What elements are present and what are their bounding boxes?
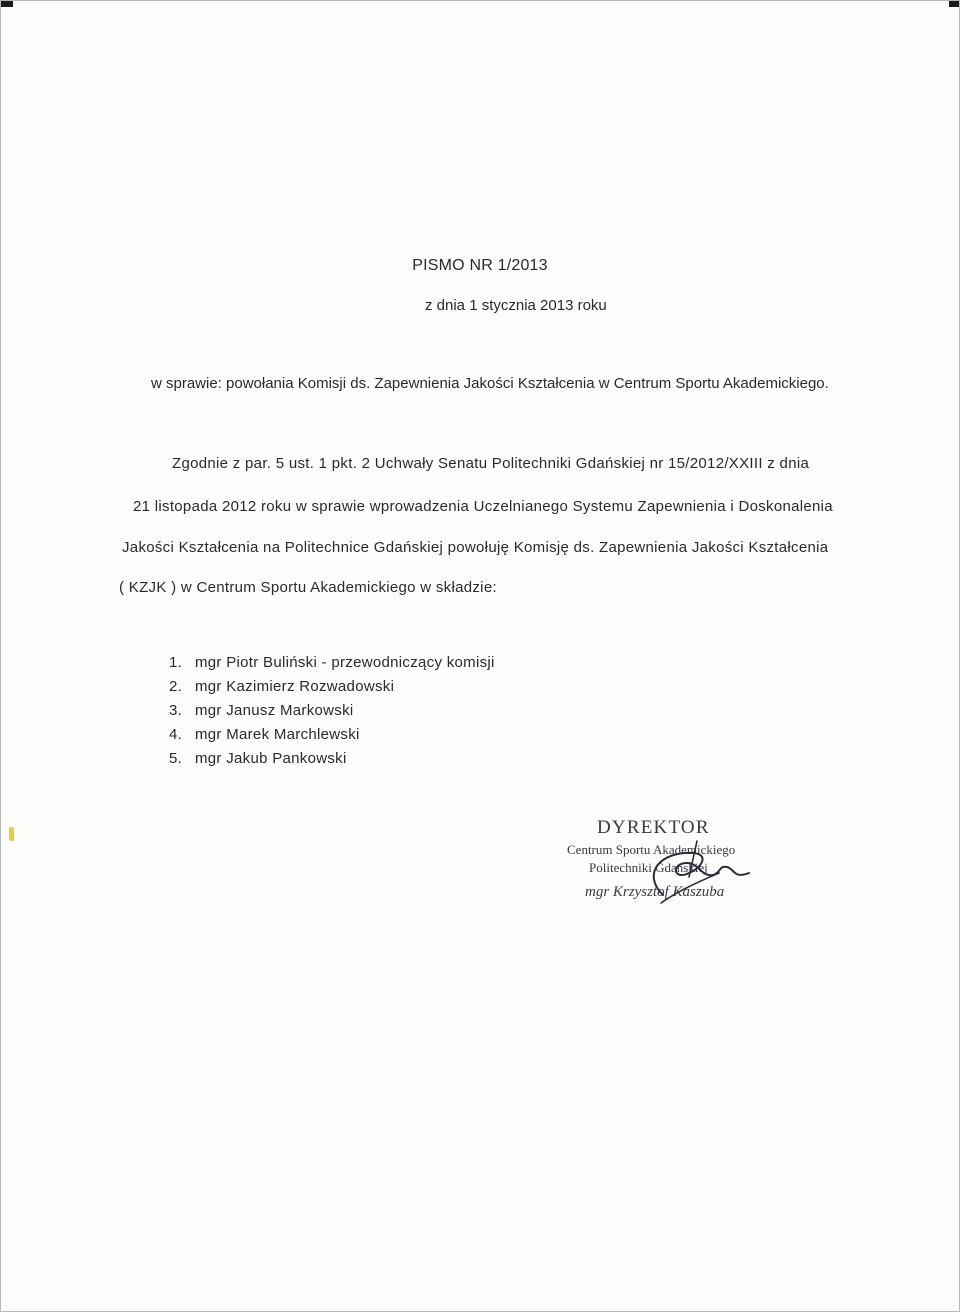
member-name: mgr Piotr Buliński - przewodniczący komisji: [195, 654, 495, 671]
body-line: Zgodnie z par. 5 ust. 1 pkt. 2 Uchwały Senatu Politechniki Gdańskiej nr 15/2012/XXIII z dnia: [172, 455, 810, 472]
list-number: 5.: [169, 750, 183, 767]
stamp-line: Centrum Sportu Akademickiego: [567, 842, 736, 857]
body-line: 21 listopada 2012 roku w sprawie wprowadzenia Uczelnianego Systemu Zapewnienia i Doskonalenia: [133, 498, 833, 515]
member-name: mgr Janusz Markowski: [195, 702, 354, 719]
scan-edge-mark: [9, 827, 14, 841]
list-number: 4.: [169, 726, 183, 743]
document-title: PISMO NR 1/2013: [412, 257, 548, 274]
body-line: Jakości Kształcenia na Politechnice Gdańskiej powołuję Komisję ds. Zapewnienia Jakości Kształcenia: [122, 539, 829, 556]
list-number: 2.: [169, 678, 183, 695]
stamp-line: Politechniki Gdańskiej: [589, 860, 708, 875]
list-item: [169, 651, 495, 675]
body-line: ( KZJK ) w Centrum Sportu Akademickiego w składzie:: [119, 579, 497, 596]
member-name: mgr Kazimierz Rozwadowski: [195, 678, 395, 695]
document-subject: w sprawie: powołania Komisji ds. Zapewnienia Jakości Kształcenia w Centrum Sportu Akademickiego.: [151, 375, 829, 392]
list-item: [169, 675, 495, 699]
list-number: 1.: [169, 654, 183, 671]
document-date: z dnia 1 stycznia 2013 roku: [425, 297, 607, 314]
member-name: mgr Marek Marchlewski: [195, 726, 360, 743]
list-number: 3.: [169, 702, 183, 719]
stamp-name: mgr Krzysztof Kaszuba: [585, 884, 725, 900]
member-name: mgr Jakub Pankowski: [195, 750, 347, 767]
member-list: [169, 651, 495, 771]
stamp-title: DYREKTOR: [597, 817, 710, 838]
scan-corner-mark: [949, 1, 959, 7]
list-item: [169, 699, 495, 723]
list-item: [169, 723, 495, 747]
handwritten-signature: [601, 833, 761, 913]
list-item: [169, 747, 495, 771]
scan-corner-mark: [1, 1, 13, 7]
